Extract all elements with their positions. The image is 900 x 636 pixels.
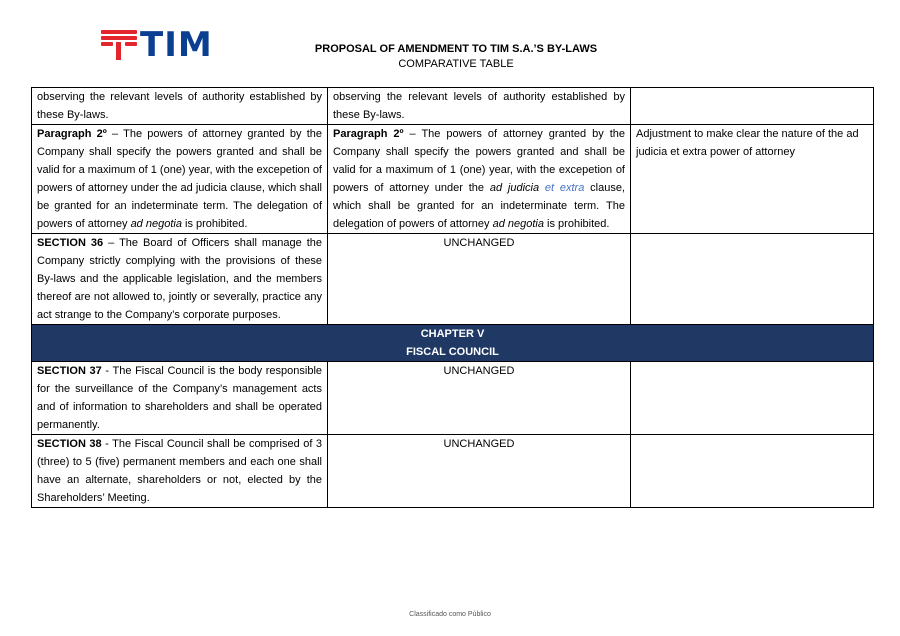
section-label: SECTION 36 [37, 237, 104, 249]
clause-text: is prohibited. [544, 218, 610, 230]
current-text-cell [32, 435, 328, 508]
classification-footer: Classificado como Público [409, 611, 491, 618]
clause-italic: ad negotia [492, 218, 544, 230]
justification-cell [631, 362, 874, 435]
clause-text: clause, which shall be granted for an indeterminate term. The delegation of powers of attorney [333, 182, 625, 230]
current-text-cell [32, 125, 328, 234]
justification-cell [631, 234, 874, 325]
table-row [32, 88, 874, 125]
chapter-header-row [32, 325, 874, 362]
justification-cell: Adjustment to make clear the nature of the ad judicia et extra power of attorney [631, 125, 874, 234]
document-title: PROPOSAL OF AMENDMENT TO TIM S.A.’S BY-LAWS [314, 43, 598, 55]
table-row [32, 435, 874, 508]
current-text-cell: observing the relevant levels of authority established by these By-laws. [32, 88, 328, 125]
clause-label: Paragraph 2º [37, 128, 107, 140]
table-row [32, 125, 874, 234]
section-label: SECTION 38 [37, 438, 102, 450]
proposed-text-cell: UNCHANGED [328, 435, 631, 508]
clause-added-text: et extra [544, 182, 585, 194]
justification-cell [631, 88, 874, 125]
section-text: - The Fiscal Council shall be comprised of 3 (three) to 5 (five) permanent members and each one shall have an alternate, shareholders or not, elected by the Shareholders’ Meeting. [37, 438, 323, 504]
chapter-number: CHAPTER V [420, 328, 485, 340]
tim-logo-text: TIM [140, 25, 213, 65]
clause-text: – The powers of attorney granted by the Company shall specify the powers granted and shall be valid for a maximum of 1 (one) year, with the excepetion of powers of attorney under the [333, 128, 625, 194]
justification-cell [631, 435, 874, 508]
proposed-text-cell [328, 125, 631, 234]
comparative-table [31, 87, 874, 508]
table-row [32, 362, 874, 435]
chapter-title: FISCAL COUNCIL [406, 346, 499, 358]
proposed-text-cell: UNCHANGED [328, 234, 631, 325]
section-text: – The Board of Officers shall manage the Company strictly complying with the provisions of these By-laws and the applicable legislation, and the members thereof are not allowed to, jointly or severally, practice any act strange to the Company’s corporate purposes. [37, 237, 322, 321]
proposed-text-cell: observing the relevant levels of authority established by these By-laws. [328, 88, 631, 125]
clause-italic: ad negotia [130, 218, 182, 230]
clause-text: is prohibited. [181, 218, 248, 230]
clause-text: – The powers of attorney granted by the Company shall specify the powers granted and shall be valid for a maximum of 1 (one) year, with the excepetion of powers of attorney under the ad judicia clause, which shall be granted for an indeterminate term. The delegation of powers of attorney [37, 128, 322, 230]
chapter-header [32, 325, 874, 362]
section-label: SECTION 37 [37, 365, 102, 377]
clause-italic: ad judicia [489, 182, 540, 194]
clause-label: Paragraph 2º [333, 128, 404, 140]
section-text: - The Fiscal Council is the body responsible for the surveillance of the Company’s management acts and of information to shareholders and shall be operated permanently. [37, 365, 322, 431]
table-row [32, 234, 874, 325]
proposed-text-cell: UNCHANGED [328, 362, 631, 435]
document-subtitle: COMPARATIVE TABLE [398, 58, 514, 70]
current-text-cell [32, 362, 328, 435]
current-text-cell [32, 234, 328, 325]
